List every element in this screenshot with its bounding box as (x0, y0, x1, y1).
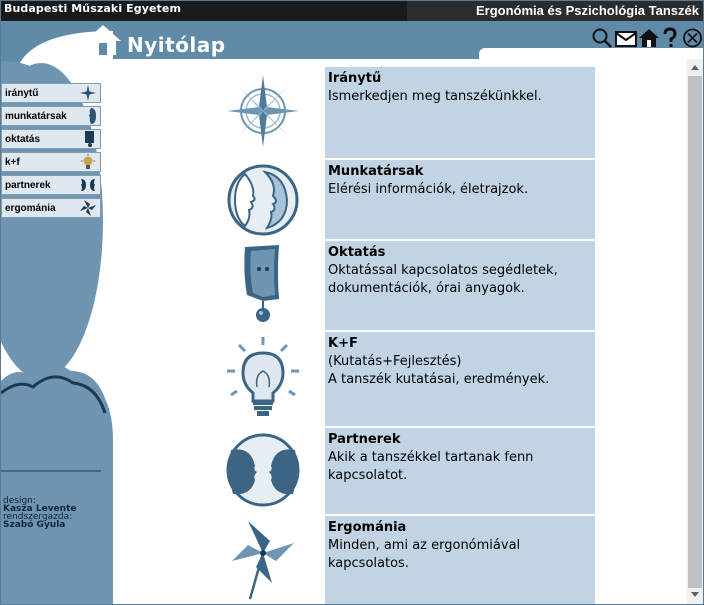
admin-label: rendszergazda: (3, 512, 73, 522)
section-title: Partnerek (328, 432, 401, 447)
pinwheel-icon (80, 200, 96, 216)
section-munkatarsak[interactable] (325, 160, 595, 239)
section-line: dokumentációk, órai anyagok. (328, 281, 525, 296)
section-line: Minden, ami az ergonómiával (328, 538, 521, 553)
bulb-icon (80, 154, 96, 170)
profile-icon (86, 108, 96, 124)
sidebar-item-label: partnerek (5, 179, 51, 191)
sidebar-item-iranytu[interactable] (1, 83, 101, 103)
section-icon[interactable] (223, 73, 303, 149)
admin-name: Szabó Gyula (3, 520, 66, 530)
section-icon[interactable] (223, 517, 303, 601)
mail-icon[interactable] (615, 30, 637, 48)
page-title: Nyitólap (127, 33, 226, 57)
sidebar-item-label: ergománia (5, 202, 56, 214)
university-name: Budapesti Műszaki Egyetem (4, 2, 182, 15)
home-icon[interactable] (83, 23, 123, 57)
section-partnerek[interactable] (325, 428, 595, 514)
scroll-up-arrow[interactable] (691, 65, 699, 70)
design-label: design: (3, 496, 36, 506)
section-line: Elérési információk, életrajzok. (328, 182, 529, 197)
sidebar-item-oktatas[interactable] (1, 129, 101, 149)
search-icon[interactable] (591, 27, 613, 49)
section-title: Iránytű (328, 71, 382, 86)
section-ergomania[interactable] (325, 516, 595, 604)
sidebar-item-partnerek[interactable] (1, 175, 101, 195)
compass-icon (80, 85, 96, 101)
section-icon[interactable] (223, 243, 303, 327)
document-icon (84, 131, 96, 147)
sidebar-item-label: oktatás (5, 133, 41, 145)
section-title: Munkatársak (328, 164, 424, 179)
section-title: Ergománia (328, 520, 407, 535)
section-icon[interactable] (223, 430, 303, 510)
section-title: K+F (328, 336, 358, 351)
section-line: (Kutatás+Fejlesztés) (328, 354, 462, 369)
sidebar-item-munkatarsak[interactable] (1, 106, 101, 126)
section-iranytu[interactable] (325, 67, 595, 158)
sidebar-item-label: iránytű (5, 87, 39, 99)
sidebar-item-label: munkatársak (5, 110, 67, 122)
section-line: A tanszék kutatásai, eredmények. (328, 372, 550, 387)
top-bar (1, 1, 703, 21)
design-name: Kasza Levente (3, 504, 77, 514)
section-line: Akik a tanszékkel tartanak fenn (328, 450, 534, 465)
pinwheel-icon (228, 517, 298, 601)
close-icon[interactable] (682, 27, 703, 49)
scroll-down-arrow[interactable] (691, 592, 699, 597)
section-icon[interactable] (223, 162, 303, 238)
sidebar-item-kf[interactable] (1, 152, 101, 172)
section-icon[interactable] (223, 335, 303, 419)
section-oktatas[interactable] (325, 241, 595, 330)
sidebar (1, 59, 113, 604)
faces-icon (225, 430, 301, 510)
vertical-scrollbar[interactable] (687, 59, 703, 604)
bulb-icon (225, 335, 301, 419)
credits (3, 497, 108, 529)
sidebar-item-ergomania[interactable] (1, 198, 101, 218)
main-content (113, 59, 687, 604)
section-line: Oktatással kapcsolatos segédletek, (328, 263, 558, 278)
section-line: kapcsolatos. (328, 556, 409, 571)
sidebar-item-label: k+f (5, 156, 20, 168)
faces-icon (80, 177, 96, 193)
department-name: Ergonómia és Pszichológia Tanszék (476, 3, 699, 18)
scroll-thumb[interactable] (688, 76, 702, 588)
section-kf[interactable] (325, 332, 595, 426)
section-title: Oktatás (328, 245, 386, 260)
section-line: kapcsolatot. (328, 468, 408, 483)
help-icon[interactable] (661, 27, 679, 49)
document-icon (233, 243, 293, 327)
profile-icon (225, 162, 301, 238)
home-small-icon[interactable] (638, 27, 660, 49)
compass-icon (225, 73, 301, 149)
section-line: Ismerkedjen meg tanszékünkkel. (328, 89, 542, 104)
